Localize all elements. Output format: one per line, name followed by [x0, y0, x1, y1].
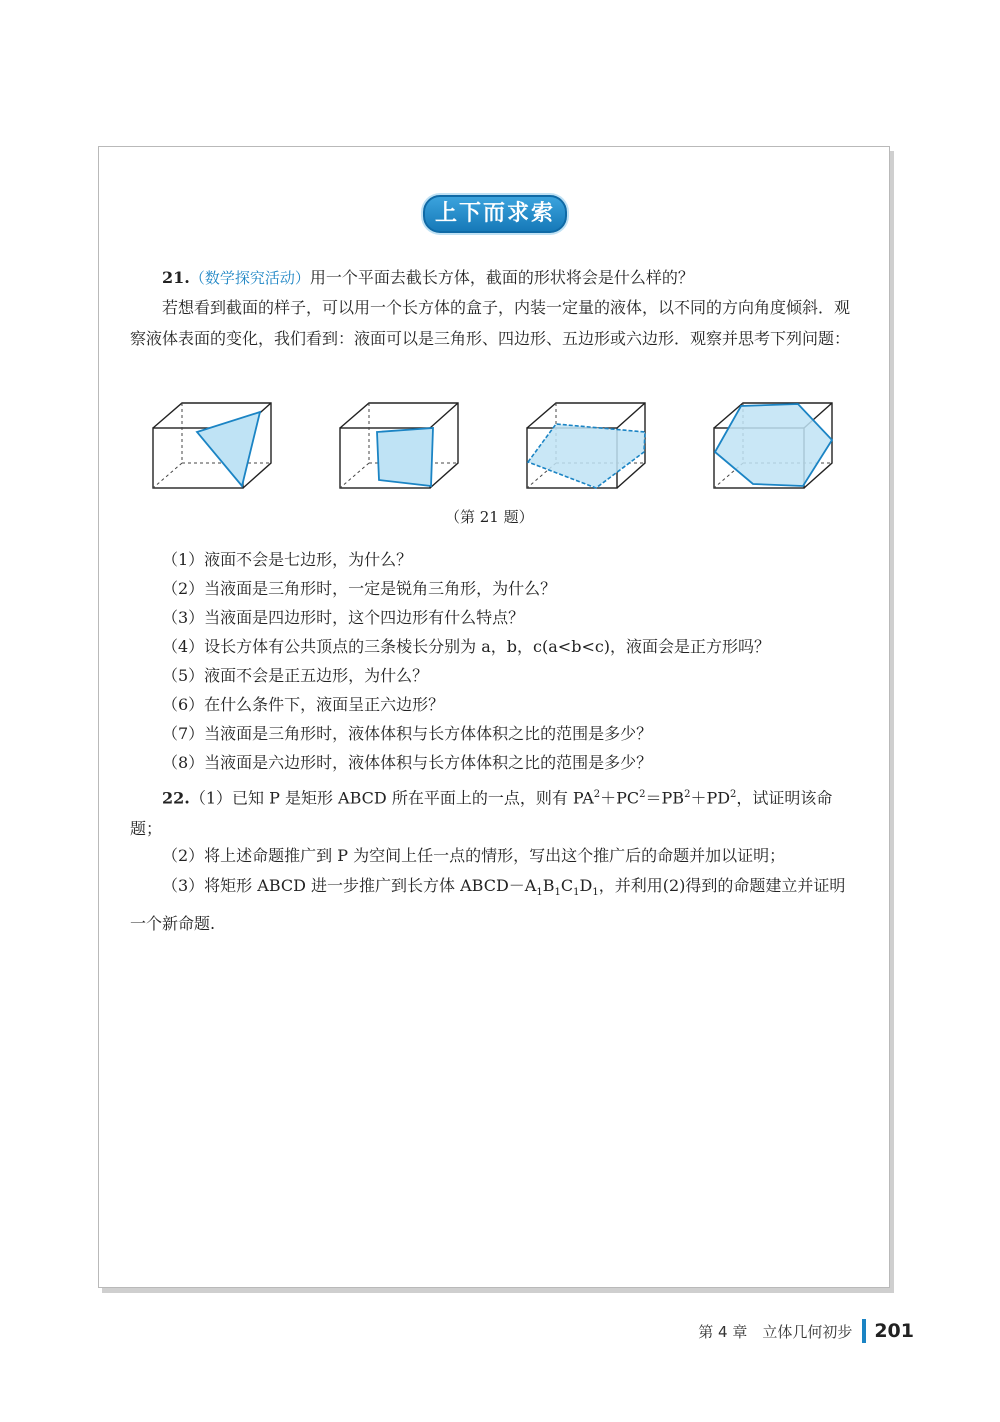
q21-item-6: （6）在什么条件下，液面呈正六边形？ — [162, 695, 445, 714]
chapter-title: 第 4 章 立体几何初步 — [698, 1322, 853, 1341]
superscript: 2 — [684, 789, 691, 800]
figure-caption: （第 21 题） — [445, 508, 534, 526]
q22-p3-letter: B — [542, 876, 555, 895]
q22-p3-tail: ，并利用(2)得到的命题建立并证明一个新命题. — [130, 876, 846, 934]
q22-p1-tail: ，试证明该命题； — [130, 788, 833, 839]
figure-hexagon-section — [713, 402, 833, 490]
figure-quadrilateral-section — [339, 402, 459, 490]
page-number: 201 — [874, 1320, 914, 1342]
q21-stem-text: 用一个平面去截长方体，截面的形状将会是什么样的？ — [309, 268, 694, 287]
footer-divider — [862, 1319, 866, 1343]
superscript: 2 — [639, 789, 646, 800]
q22-part-3 — [130, 870, 860, 939]
q21-paragraph: 若想看到截面的样子，可以用一个长方体的盒子，内装一定量的液体，以不同的方向角度倾斜．观察液体表面的变化，我们看到：液面可以是三角形、四边形、五边形或六边形．观察并思考下列问题： — [130, 298, 851, 348]
q22-p1-term: ＋PC — [600, 788, 640, 808]
q21-stem — [130, 262, 860, 294]
q21-number: 21. — [162, 268, 190, 287]
q22-p1-term: ＋PD — [690, 788, 731, 808]
q22-p3-letter: D — [579, 876, 593, 895]
q21-item-3: （3）当液面是四边形时，这个四边形有什么特点？ — [162, 608, 525, 627]
superscript: 2 — [730, 789, 737, 800]
q21-item-1: （1）液面不会是七边形，为什么？ — [162, 550, 413, 569]
subscript: 1 — [573, 887, 580, 899]
q22-p3-letter: C — [560, 876, 574, 895]
subscript: 1 — [592, 887, 599, 899]
q22-p1-text: （1）已知 P 是矩形 ABCD 所在平面上的一点，则有 PA — [189, 788, 594, 808]
q22-part-1 — [130, 779, 860, 844]
figure-pentagon-section — [526, 402, 646, 490]
q21-item-8: （8）当液面是六边形时，液体体积与长方体体积之比的范围是多少？ — [162, 753, 653, 772]
q21-hint: （数学探究活动） — [189, 269, 310, 287]
q22-part-2: （2）将上述命题推广到 P 为空间上任一点的情形，写出这个推广后的命题并加以证明； — [162, 846, 786, 865]
subscript: 1 — [554, 887, 561, 899]
q21-item-4: （4）设长方体有公共顶点的三条棱长分别为 a，b，c(a<b<c)，液面会是正方形吗？ — [162, 637, 771, 656]
page-footer — [698, 1317, 914, 1345]
q21-item-7: （7）当液面是三角形时，液体体积与长方体体积之比的范围是多少？ — [162, 724, 653, 743]
q22-p3-text: （3）将矩形 ABCD 进一步推广到长方体 ABCD－A — [162, 876, 537, 895]
figure-triangle-section — [152, 402, 272, 490]
superscript: 2 — [593, 789, 601, 800]
q22-p1-term: ＝PB — [645, 788, 685, 808]
q21-item-5: （5）液面不会是正五边形，为什么？ — [162, 666, 429, 685]
section-banner: 上下而求索 — [423, 195, 567, 233]
q21-item-2: （2）当液面是三角形时，一定是锐角三角形，为什么？ — [162, 579, 557, 598]
q22-number: 22. — [162, 788, 190, 808]
subscript: 1 — [536, 887, 543, 899]
